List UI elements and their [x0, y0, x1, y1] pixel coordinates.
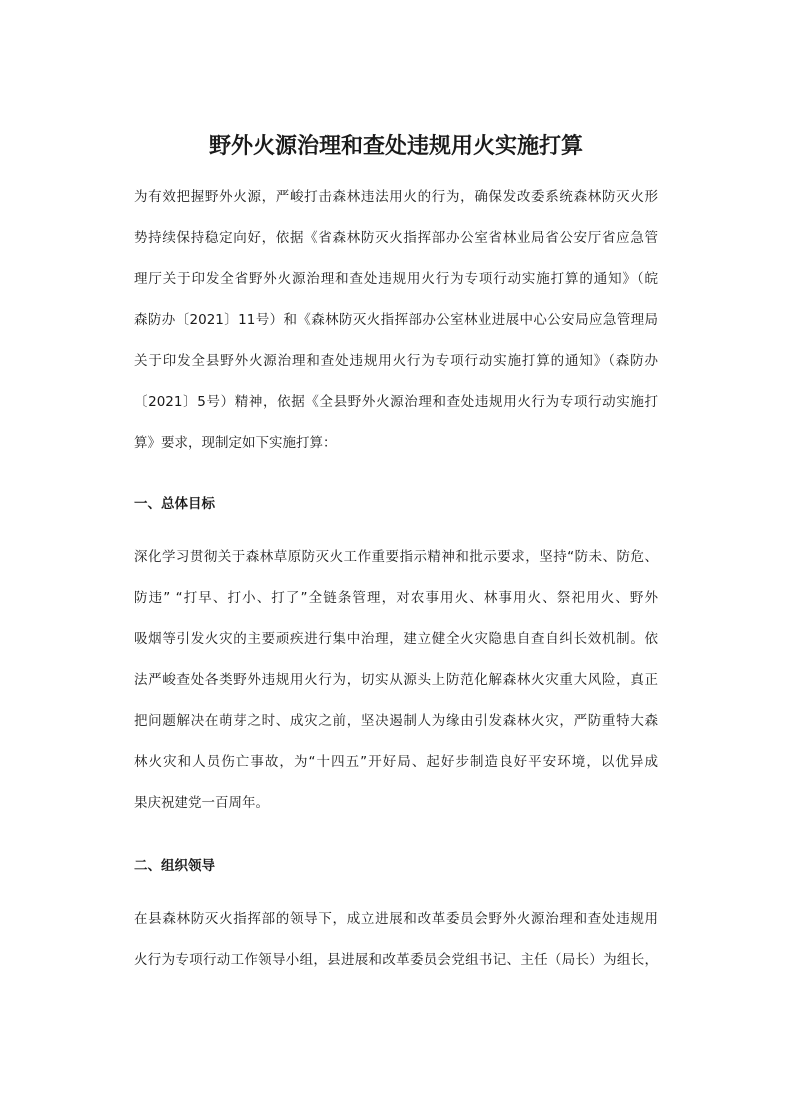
- section-heading-goals: 一、总体目标: [134, 496, 215, 512]
- text-line: 关于印发全县野外火源治理和查处违规用火行为专项行动实施打算的通知》（森防办: [134, 353, 658, 369]
- section-heading-organization: 二、组织领导: [134, 858, 215, 874]
- text-line: 森防办〔2021〕11号）和《森林防灭火指挥部办公室林业进展中心公安局应急管理局: [134, 312, 658, 328]
- text-line: 深化学习贯彻关于森林草原防灭火工作重要指示精神和批示要求，坚持“防未、防危、: [134, 549, 658, 565]
- text-line: 势持续保持稳定向好，依据《省森林防灭火指挥部办公室省林业局省公安厅省应急管: [134, 230, 658, 246]
- text-line: 吸烟等引发火灾的主要顽疾进行集中治理，建立健全火灾隐患自查自纠长效机制。依: [134, 631, 658, 647]
- text-line: 算》要求，现制定如下实施打算：: [134, 435, 337, 451]
- text-line: 防违” “打早、打小、打了”全链条管理，对农事用火、林事用火、祭祀用火、野外: [134, 590, 658, 606]
- text-line: 果庆祝建党一百周年。: [134, 795, 269, 811]
- text-line: 为有效把握野外火源，严峻打击森林违法用火的行为，确保发改委系统森林防灭火形: [134, 189, 658, 205]
- text-line: 〔2021〕5号）精神，依据《全县野外火源治理和查处违规用火行为专项行动实施打: [134, 394, 658, 410]
- document-title: 野外火源治理和查处违规用火实施打算: [208, 133, 583, 159]
- text-line: 理厅关于印发全省野外火源治理和查处违规用火行为专项行动实施打算的通知》（皖: [134, 271, 658, 287]
- text-line: 把问题解决在萌芽之时、成灾之前，坚决遏制人为缘由引发森林火灾，严防重特大森: [134, 713, 658, 729]
- text-line: 法严峻查处各类野外违规用火行为，切实从源头上防范化解森林火灾重大风险，真正: [134, 672, 658, 688]
- text-line: 火行为专项行动工作领导小组，县进展和改革委员会党组书记、主任（局长）为组长，: [134, 952, 658, 968]
- text-line: 在县森林防灭火指挥部的领导下，成立进展和改革委员会野外火源治理和查处违规用: [134, 911, 658, 927]
- text-line: 林火灾和人员伤亡事故，为“十四五”开好局、起好步制造良好平安环境，以优异成: [134, 754, 658, 770]
- intro-paragraph: [134, 177, 658, 464]
- goals-paragraph: [134, 537, 658, 824]
- organization-paragraph: [134, 899, 658, 981]
